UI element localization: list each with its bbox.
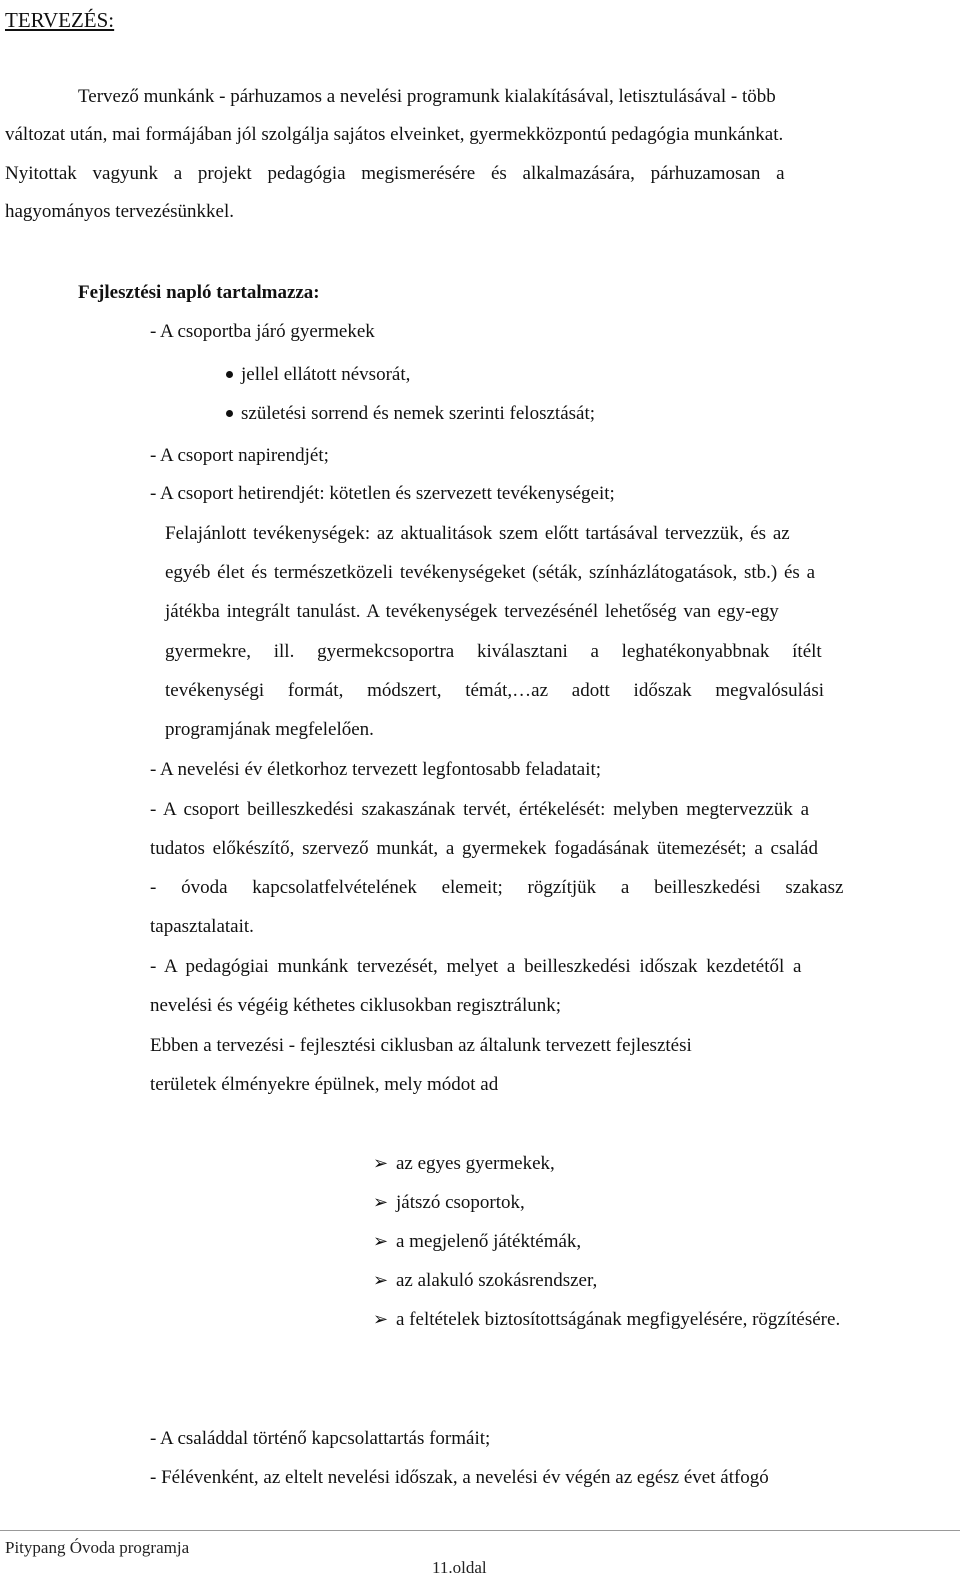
offered-line-2: egyéb élet és természetközeli tevékenységeket (séták, színházlátogatások, stb.) és a [165, 562, 816, 583]
pedagogical-line-2: nevelési és végéig kéthetes ciklusokban regisztrálunk; [150, 995, 562, 1016]
bullet-item-2: születési sorrend és nemek szerinti felosztását; [241, 403, 596, 424]
arrow-bullet-icon: ➢ [373, 1153, 389, 1173]
intro-line-3 [5, 162, 946, 186]
footer-divider [0, 1530, 960, 1531]
intro-line-4: hagyományos tervezésünkkel. [5, 201, 234, 222]
item-children: - A csoportba járó gyermekek [150, 321, 375, 342]
bullet-dot-icon [226, 371, 233, 378]
arrow-bullet-icon: ➢ [373, 1309, 389, 1329]
arrow-item-1: az egyes gyermekek, [396, 1153, 555, 1174]
arrow-item-4: az alakuló szokásrendszer, [396, 1270, 598, 1291]
offered-line-1: Felajánlott tevékenységek: az aktualitások szem előtt tartásával tervezzük, és az [165, 523, 790, 544]
year-tasks: - A nevelési év életkorhoz tervezett legfontosabb feladatait; [150, 759, 602, 780]
bullet-dot-icon [226, 410, 233, 417]
offered-line-6: programjának megfelelően. [165, 719, 374, 740]
offered-line-4: gyermekre, ill. gyermekcsoportra kiválasztani a leghatékonyabbnak ítélt [165, 641, 822, 662]
page-heading: TERVEZÉS: [5, 8, 115, 32]
pedagogical-line-1: - A pedagógiai munkánk tervezését, melyet a beilleszkedési időszak kezdetétől a [150, 956, 802, 977]
footer-program-name: Pitypang Óvoda programja [5, 1538, 190, 1557]
arrow-item-2: játszó csoportok, [396, 1192, 525, 1213]
settling-line-4: tapasztalatait. [150, 916, 254, 937]
arrow-bullet-icon: ➢ [373, 1231, 389, 1251]
arrow-bullet-icon: ➢ [373, 1192, 389, 1212]
settling-line-1: - A csoport beilleszkedési szakaszának tervét, értékelését: melyben megtervezzük a [150, 799, 810, 820]
arrow-bullet-icon: ➢ [373, 1270, 389, 1290]
intro-line-2: változat után, mai formájában jól szolgálja sajátos elveinket, gyermekközpontú pedagógia munkánkat. [5, 124, 784, 145]
offered-line-5: tevékenységi formát, módszert, témát,…az adott időszak megvalósulási [165, 680, 825, 701]
item-daily: - A csoport napirendjét; [150, 445, 329, 466]
bullet-item-1: jellel ellátott névsorát, [241, 364, 411, 385]
settling-line-3: - óvoda kapcsolatfelvételének elemeit; rögzítjük a beilleszkedési szakasz [150, 877, 844, 898]
footer-page-number: 11.oldal [432, 1558, 487, 1577]
cycle-line-2: területek élményekre épülnek, mely módot ad [150, 1074, 499, 1095]
intro-line-3-text: Nyitottak vagyunk a projekt pedagógia megismerésére és alkalmazására, párhuzamosan a [5, 163, 785, 184]
arrow-item-5: a feltételek biztosítottságának megfigyelésére, rögzítésére. [396, 1309, 841, 1330]
semester-summary: - Félévenként, az eltelt nevelési időszak, a nevelési év végén az egész évet átfogó [150, 1467, 769, 1488]
family-contact: - A családdal történő kapcsolattartás formáit; [150, 1428, 491, 1449]
arrow-item-3: a megjelenő játéktémák, [396, 1231, 582, 1252]
intro-line-1: Tervező munkánk - párhuzamos a nevelési programunk kialakításával, letisztulásával - több [78, 86, 776, 107]
item-weekly: - A csoport hetirendjét: kötetlen és szervezett tevékenységeit; [150, 483, 615, 504]
settling-line-2: tudatos előkészítő, szervező munkát, a gyermekek fogadásának ütemezését; a család [150, 838, 818, 859]
section-title: Fejlesztési napló tartalmazza: [78, 282, 320, 303]
cycle-line-1: Ebben a tervezési - fejlesztési ciklusban az általunk tervezett fejlesztési [150, 1035, 692, 1056]
offered-line-3: játékba integrált tanulást. A tevékenységek tervezésénél lehetőség van egy-egy [165, 601, 779, 622]
